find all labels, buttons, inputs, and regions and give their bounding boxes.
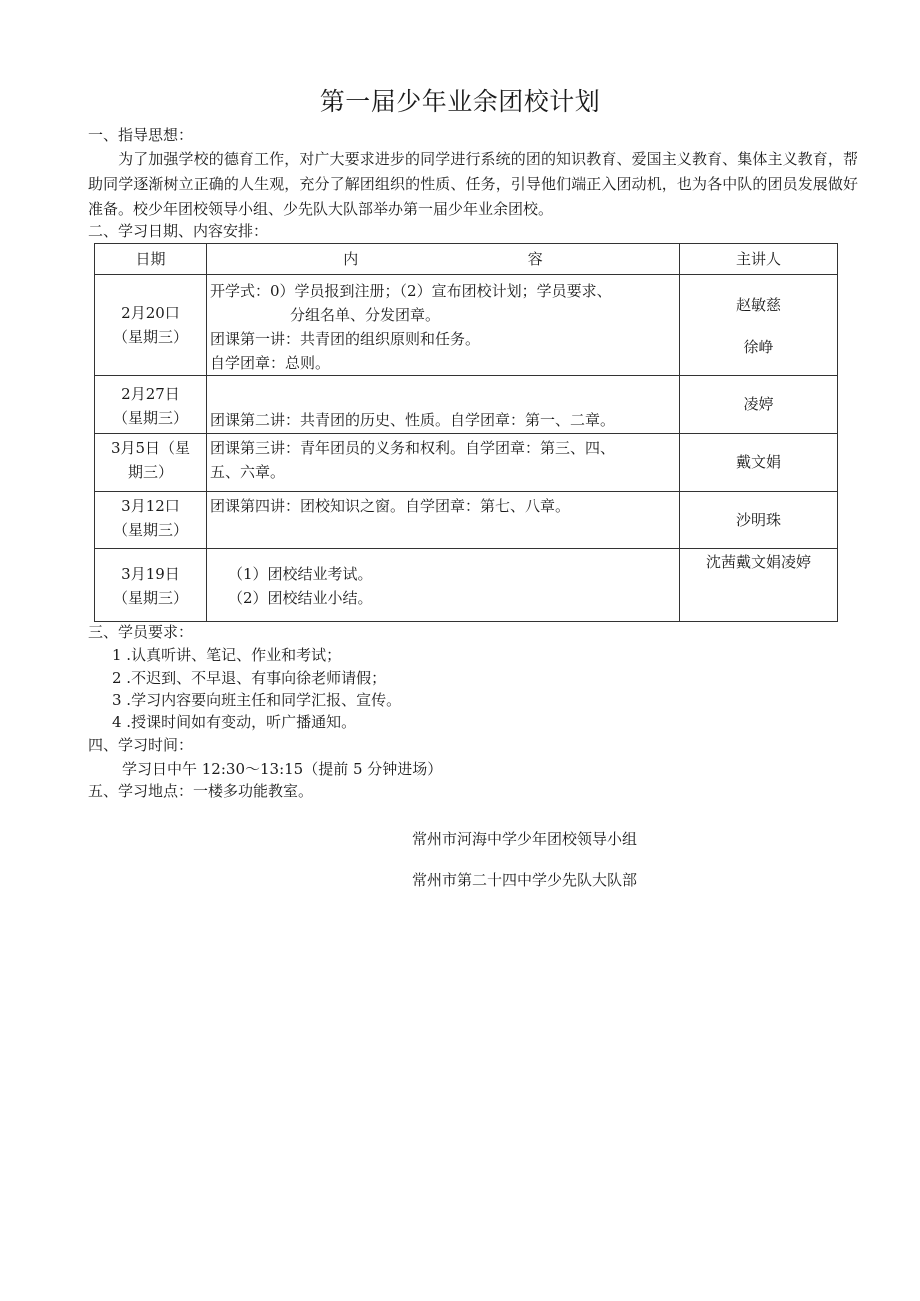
date-line: 2月20口	[121, 304, 180, 322]
weekday-line: （星期三）	[112, 521, 188, 539]
row-speaker	[680, 492, 838, 549]
requirement-item: 1 .认真听讲、笔记、作业和考试；	[112, 646, 342, 664]
row-content	[207, 434, 680, 492]
header-content-left: 内	[343, 250, 359, 268]
row-date	[95, 492, 207, 549]
signature-brigade: 常州市第二十四中学少先队大队部	[412, 871, 638, 889]
row-content	[207, 492, 680, 549]
section4-heading: 四、学习时间：	[88, 736, 194, 754]
section1-heading: 一、指导思想：	[88, 126, 194, 144]
row-content	[207, 549, 680, 622]
document-title: 第一届少年业余团校计划	[319, 87, 601, 116]
requirement-item: 2 .不迟到、不早退、有事向徐老师请假；	[112, 669, 387, 687]
date-line: 3月12口	[121, 497, 180, 515]
speaker-name: 沈茜戴文娟凌婷	[705, 553, 811, 571]
content-line: （1）团校结业考试。	[228, 565, 373, 583]
table-row	[95, 492, 838, 549]
content-line: 团课第四讲：团校知识之窗。自学团章：第七、八章。	[210, 497, 571, 515]
date-line: 3月5日（星	[110, 439, 191, 457]
date-line: 2月27日	[121, 385, 180, 403]
section2-heading: 二、学习日期、内容安排：	[88, 222, 269, 240]
study-time-text: 学习日中午 12:30～13:15（提前 5 分钟进场）	[122, 760, 443, 778]
speaker-name: 赵敏慈	[735, 296, 781, 314]
row-date	[95, 275, 207, 376]
content-line: 自学团章：总则。	[210, 354, 331, 372]
header-content	[207, 244, 680, 275]
row-speaker	[680, 549, 838, 622]
table-row	[95, 549, 838, 622]
content-line: （2）团校结业小结。	[228, 589, 373, 607]
weekday-line: 期三）	[127, 463, 173, 481]
speaker-name: 沙明珠	[735, 511, 781, 529]
requirement-item: 4 .授课时间如有变动，听广播通知。	[112, 713, 357, 731]
row-date	[95, 434, 207, 492]
requirement-item: 3 .学习内容要向班主任和同学汇报、宣传。	[112, 691, 402, 709]
section5-heading: 五、学习地点：一楼多功能教室。	[88, 782, 314, 800]
speaker-name: 戴文娟	[735, 453, 781, 471]
speaker-name: 凌婷	[743, 395, 774, 413]
date-line: 3月19日	[121, 565, 180, 583]
row-content	[207, 376, 680, 434]
signature-organizer: 常州市河海中学少年团校领导小组	[412, 830, 638, 848]
section1-paragraph	[88, 147, 858, 222]
row-speaker	[680, 434, 838, 492]
header-content-right: 容	[527, 250, 543, 268]
row-speaker	[680, 275, 838, 376]
table-row	[95, 275, 838, 376]
row-speaker	[680, 376, 838, 434]
weekday-line: （星期三）	[112, 328, 188, 346]
speaker-name: 徐峥	[743, 338, 774, 356]
content-line: 五、六章。	[210, 463, 286, 481]
content-line: 团课第二讲：共青团的历史、性质。自学团章：第一、二章。	[210, 411, 616, 429]
section3-heading: 三、学员要求：	[88, 623, 194, 641]
weekday-line: （星期三）	[112, 589, 188, 607]
content-line: 团课第一讲：共青团的组织原则和任务。	[210, 330, 481, 348]
schedule-table	[94, 243, 838, 622]
row-date	[95, 376, 207, 434]
table-header-row	[95, 244, 838, 275]
table-row	[95, 434, 838, 492]
header-date: 日期	[95, 244, 207, 275]
content-line: 开学式：0）学员报到注册；（2）宣布团校计划；学员要求、	[210, 282, 612, 300]
row-date	[95, 549, 207, 622]
table-row	[95, 376, 838, 434]
content-line: 分组名单、分发团章。	[290, 306, 441, 324]
header-speaker: 主讲人	[680, 244, 838, 275]
content-line: 团课第三讲：青年团员的义务和权利。自学团章：第三、四、	[210, 439, 616, 457]
section1-paragraph-text: 为了加强学校的德育工作，对广大要求进步的同学进行系统的团的知识教育、爱国主义教育、集体主义教育，帮助同学逐渐树立正确的人生观，充分了解团组织的性质、任务，引导他们端正入团动机，也为各中队的团员发展做好准备。校少年团校领导小组、少先队大队部举办第一届少年业余团校。	[88, 150, 858, 218]
weekday-line: （星期三）	[112, 409, 188, 427]
row-content	[207, 275, 680, 376]
